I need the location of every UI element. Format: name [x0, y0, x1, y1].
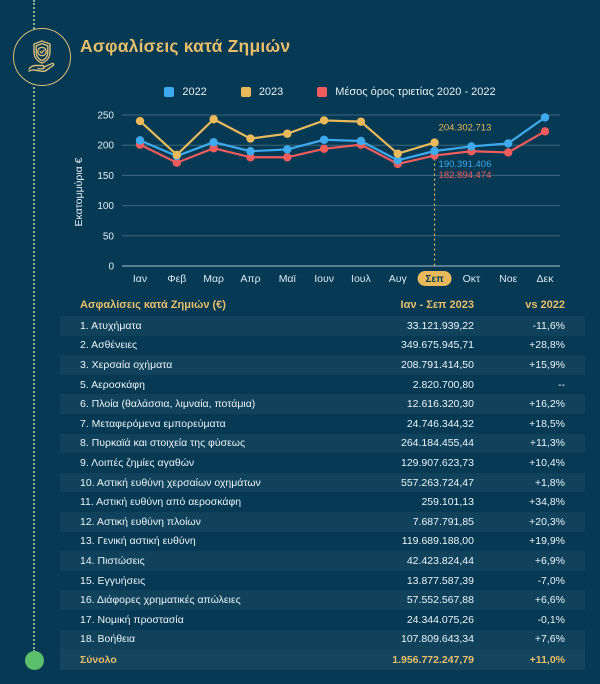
row-category: 14. Πιστώσεις [80, 554, 145, 567]
row-category: 11. Αστική ευθύνη από αεροσκάφη [80, 496, 242, 509]
row-pct: +11,3% [529, 437, 565, 450]
row-value: 13.877.587,39 [406, 574, 474, 587]
row-pct: -- [558, 378, 565, 391]
legend-swatch-icon [164, 87, 174, 97]
y-tick-label: 200 [97, 140, 114, 152]
value-annotation: 190.391.406 [438, 158, 492, 170]
data-point [541, 113, 549, 121]
row-pct: +15,9% [529, 358, 565, 371]
table-total-row [60, 649, 585, 670]
row-value: 7.687.791,85 [412, 515, 474, 528]
x-tick-label: Οκτ [462, 273, 481, 285]
x-tick-label: Ιουν [314, 273, 334, 285]
data-point [430, 147, 438, 155]
x-tick-label: Ιαν [132, 273, 148, 285]
table-row [60, 610, 585, 630]
row-pct: -11,6% [532, 319, 565, 332]
legend-swatch-icon [317, 87, 327, 97]
y-tick-label: 100 [97, 201, 114, 213]
table-row [60, 532, 585, 552]
x-tick-label: Αυγ [388, 273, 407, 285]
table-header-period: Ιαν - Σεπ 2023 [400, 299, 474, 311]
table-row [60, 394, 585, 414]
data-point [283, 153, 291, 161]
y-tick-label: 250 [97, 110, 114, 122]
table-row [60, 492, 585, 512]
row-value: 119.689.188,00 [401, 535, 474, 548]
table-header-row [60, 294, 585, 316]
row-pct: +7,6% [534, 633, 565, 646]
table-body [60, 316, 585, 649]
table-header-vs: vs 2022 [525, 299, 565, 311]
x-tick-label: Ιουλ [351, 273, 371, 285]
row-value: 208.791.414,50 [401, 358, 474, 371]
table-row [60, 590, 585, 610]
row-category: 16. Διάφορες χρηματικές απώλειες [80, 594, 241, 607]
row-value: 349.675.945,71 [401, 339, 474, 352]
row-pct: +1,8% [534, 476, 565, 489]
table-row [60, 453, 585, 473]
table-row [60, 316, 585, 336]
value-annotation: 204.302.713 [438, 122, 492, 134]
row-category: 3. Χερσαία οχήματα [80, 358, 173, 371]
legend-swatch-icon [241, 87, 251, 97]
row-category: 18. Βοήθεια [80, 633, 136, 646]
row-value: 57.552.567,88 [406, 594, 474, 607]
row-category: 5. Αεροσκάφη [80, 378, 145, 391]
y-tick-label: 0 [108, 261, 114, 273]
data-point [283, 130, 291, 138]
row-category: 17. Νομική προστασία [80, 613, 184, 626]
row-value: 557.263.724,47 [401, 476, 474, 489]
claims-table [60, 294, 585, 670]
data-point [320, 136, 328, 144]
x-tick-label: Μαρ [203, 273, 225, 285]
row-pct: +34,8% [529, 496, 565, 509]
row-category: 1. Ατυχήματα [80, 319, 142, 332]
claims-chart-container [68, 104, 600, 290]
row-category: 10. Αστική ευθύνη χερσαίων οχημάτων [80, 476, 261, 489]
data-point [541, 127, 549, 135]
x-tick-label: Απρ [240, 273, 261, 285]
x-tick-label: Νοε [499, 273, 518, 285]
data-point [136, 117, 144, 125]
x-tick-label: Φεβ [167, 273, 187, 285]
legend-item [317, 86, 495, 98]
legend-item [164, 86, 206, 98]
legend-item [241, 86, 283, 98]
table-row [60, 336, 585, 356]
x-tick-label: Δεκ [536, 273, 554, 285]
timeline-green-dot [25, 651, 44, 670]
chart-legend [90, 86, 570, 98]
data-point [246, 134, 254, 142]
data-point [357, 117, 365, 125]
total-value: 1.956.772.247,79 [392, 653, 474, 666]
row-value: 12.616.320,30 [406, 398, 474, 411]
data-point [209, 115, 217, 123]
y-tick-label: 50 [102, 231, 114, 243]
table-row [60, 473, 585, 493]
data-point [430, 138, 438, 146]
row-pct: +18,5% [529, 417, 565, 430]
row-pct: +28,8% [529, 339, 565, 352]
row-category: 13. Γενική αστική ευθύνη [80, 535, 196, 548]
row-pct: -7,0% [537, 574, 565, 587]
data-point [504, 139, 512, 147]
row-category: 7. Μεταφερόμενα εμπορεύματα [80, 417, 226, 430]
data-point [504, 148, 512, 156]
row-value: 2.820.700,80 [412, 378, 474, 391]
table-row [60, 375, 585, 395]
x-tick-label-highlighted[interactable]: Σεπ [425, 274, 444, 285]
data-point [320, 116, 328, 124]
data-point [394, 149, 402, 157]
data-point [357, 137, 365, 145]
table-row [60, 630, 585, 650]
row-category: 15. Εγγυήσεις [80, 574, 146, 587]
page-title: Ασφαλίσεις κατά Ζημιών [80, 36, 291, 56]
row-value: 24.344.075,26 [406, 613, 474, 626]
value-annotation: 182.894.474 [438, 169, 492, 181]
data-point [320, 145, 328, 153]
timeline-dotted-line [33, 0, 35, 652]
row-pct: +6,9% [534, 554, 565, 567]
y-tick-label: 150 [97, 170, 114, 182]
row-value: 24.746.344,32 [406, 417, 474, 430]
row-category: 8. Πυρκαϊά και στοιχεία της φύσεως [80, 437, 246, 450]
row-value: 33.121.939,22 [406, 319, 474, 332]
data-point [467, 142, 475, 150]
legend-label: Μέσος όρος τριετίας 2020 - 2022 [335, 86, 496, 98]
row-category: 6. Πλοία (θαλάσσια, λιμναία, ποτάμια) [80, 398, 256, 411]
table-row [60, 571, 585, 591]
row-value: 264.184.455,44 [401, 437, 474, 450]
row-value: 259.101,13 [421, 496, 474, 509]
data-point [136, 136, 144, 144]
total-pct: +11,0% [529, 653, 565, 666]
row-value: 129.907.623,73 [401, 456, 474, 469]
table-row [60, 355, 585, 375]
legend-label: 2023 [258, 86, 284, 98]
row-pct: +20,3% [529, 515, 565, 528]
data-point [246, 147, 254, 155]
row-category: 2. Ασθένειες [80, 339, 138, 352]
row-value: 107.809.643,34 [401, 633, 474, 646]
table-row [60, 512, 585, 532]
data-point [209, 138, 217, 146]
legend-label: 2022 [182, 86, 207, 98]
total-label: Σύνολο [80, 653, 117, 666]
claims-line-chart [68, 104, 600, 290]
x-tick-label: Μαϊ [278, 273, 296, 285]
data-point [283, 145, 291, 153]
row-pct: -0,1% [537, 613, 565, 626]
row-pct: +19,9% [529, 535, 565, 548]
row-category: 9. Λοιπές ζημίες αγαθών [80, 456, 195, 469]
table-row [60, 434, 585, 454]
data-point [173, 151, 181, 159]
row-pct: +6,6% [534, 594, 565, 607]
table-row [60, 414, 585, 434]
row-category: 12. Αστική ευθύνη πλοίων [80, 515, 201, 528]
table-row [60, 551, 585, 571]
table-header-category: Ασφαλίσεις κατά Ζημιών (€) [80, 299, 226, 311]
shield-in-hand-icon [13, 28, 71, 86]
y-axis-title: Εκατομμύρια € [73, 157, 85, 227]
row-pct: +16,2% [529, 398, 565, 411]
row-pct: +10,4% [529, 456, 565, 469]
row-value: 42.423.824,44 [406, 554, 474, 567]
